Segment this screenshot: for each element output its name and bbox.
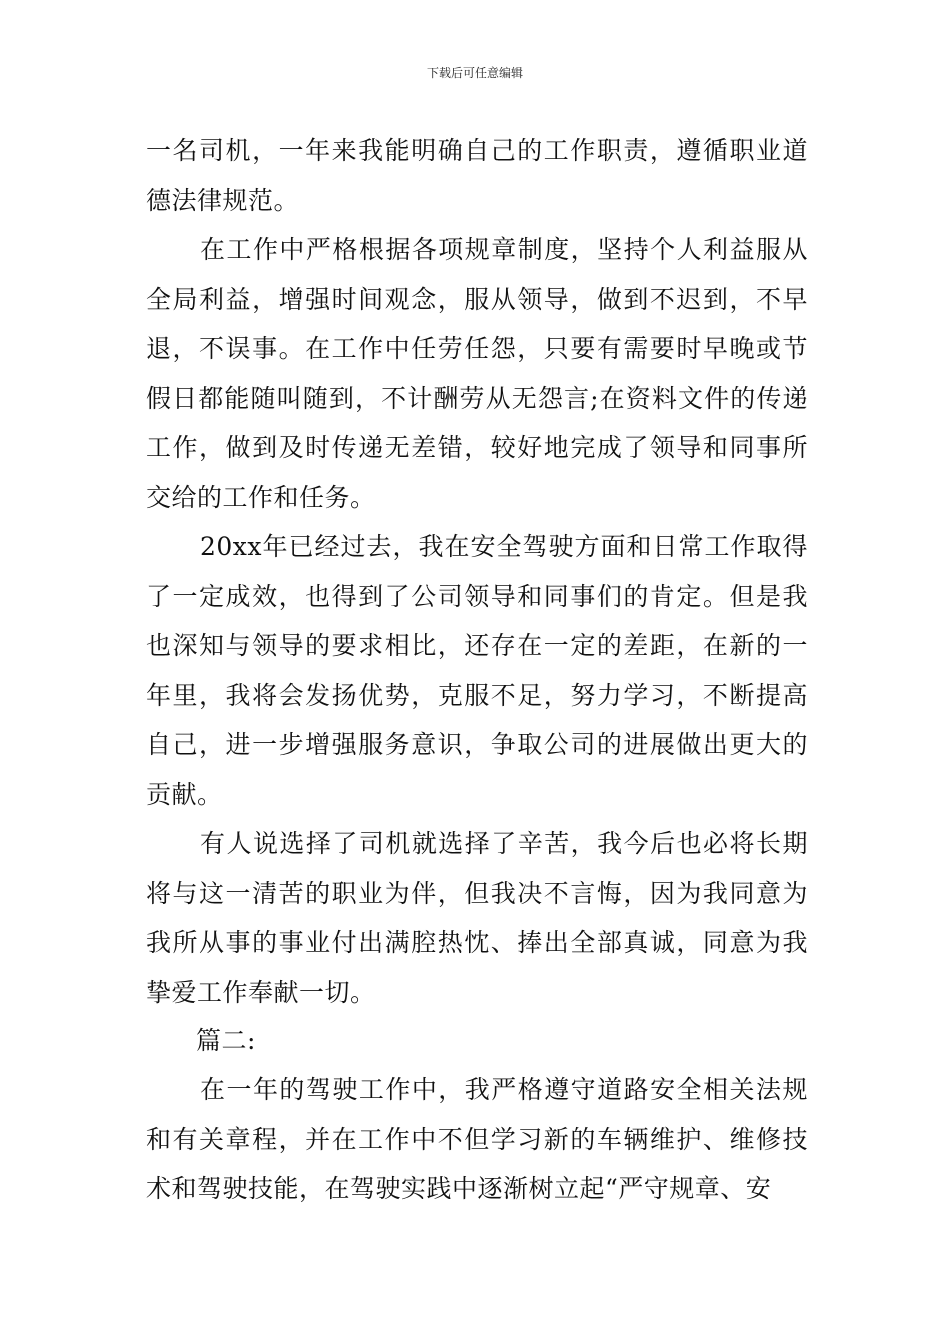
document-body [146,126,808,1214]
page-header: 下载后可任意编辑 [426,66,523,80]
section-heading: 篇二: [196,1026,256,1055]
paragraph-year-review: 20xx年已经过去，我在安全驾驶方面和日常工作取得了一定成效，也得到了公司领导和同事们的肯定。但是我也深知与领导的要求相比，还存在一定的差距，在新的一年里，我将会发扬优势，克服不足，努力学习，不断提高自己，进一步增强服务意识，争取公司的进展做出更大的贡献。 [146,532,808,809]
paragraph-work-rules: 在工作中严格根据各项规章制度，坚持个人利益服从全局利益，增强时间观念，服从领导，做到不迟到，不早退，不误事。在工作中任劳任怨，只要有需要时早晚或节假日都能随叫随到，不计酬劳从无怨言;在资料文件的传递工作，做到及时传递无差错，较好地完成了领导和同事所交给的工作和任务。 [146,235,808,512]
paragraph-driving-work: 在一年的驾驶工作中，我严格遵守道路安全相关法规和有关章程，并在工作中不但学习新的车辆维护、维修技术和驾驶技能，在驾驶实践中逐渐树立起“严守规章、安 [146,1075,808,1203]
paragraph-dedication: 有人说选择了司机就选择了辛苦，我今后也必将长期将与这一清苦的职业为伴，但我决不言悔，因为我同意为我所从事的事业付出满腔热忱、捧出全部真诚，同意为我挚爱工作奉献一切。 [146,829,808,1007]
paragraph-continuation: 一名司机，一年来我能明确自己的工作职责，遵循职业道德法律规范。 [146,136,808,215]
